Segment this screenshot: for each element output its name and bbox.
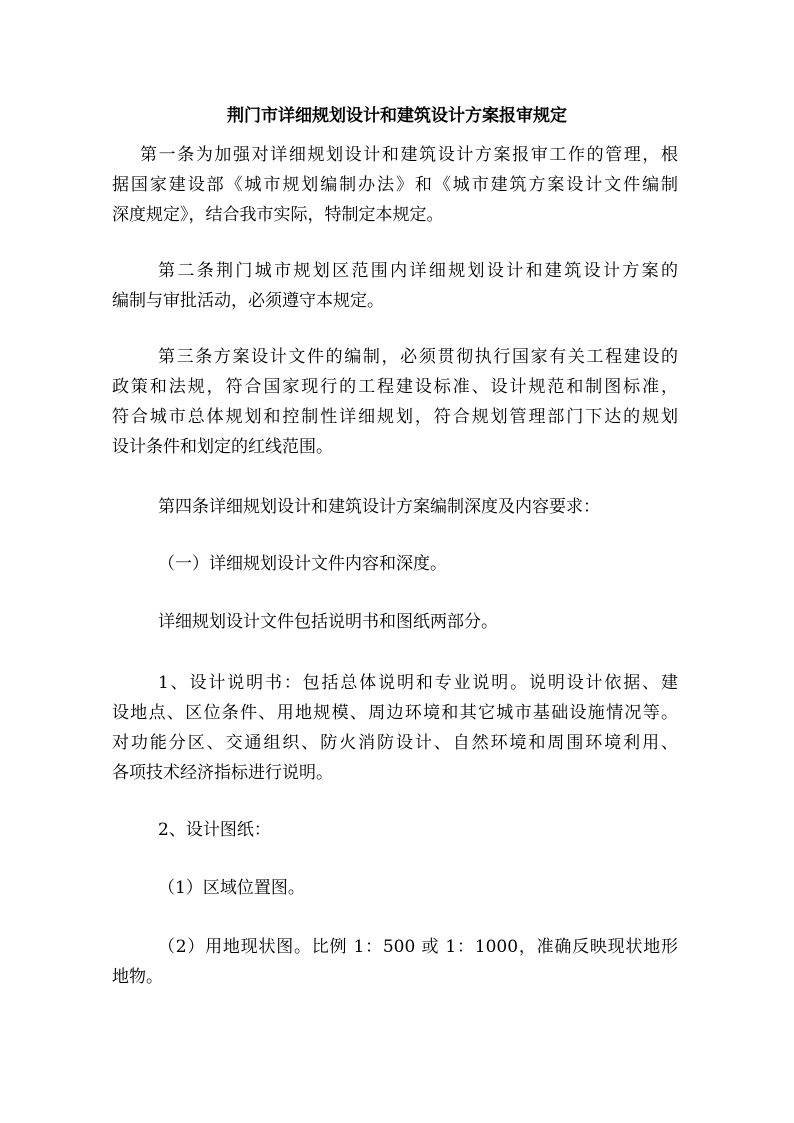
article-3: [112, 342, 678, 462]
paragraph-line: 2、设计图纸：: [158, 820, 271, 840]
paragraph-line: 地物。: [112, 967, 163, 987]
paragraph-line: 1、设计说明书：包括总体说明和专业说明。说明设计依据、建: [158, 673, 678, 693]
paragraph-line: 深度规定》，结合我市实际，特制定本规定。: [112, 205, 444, 225]
document-title: 荆门市详细规划设计和建筑设计方案报审规定: [227, 106, 567, 126]
paragraph-line: 据国家建设部《城市规划编制办法》和《城市建筑方案设计文件编制: [112, 175, 678, 195]
paragraph-line: 设计条件和划定的红线范围。: [112, 437, 333, 457]
section-1-heading: [112, 549, 678, 579]
paragraph-line: 符合城市总体规划和控制性详细规划，符合规划管理部门下达的规划: [112, 407, 678, 427]
paragraph-line: 第二条荆门城市规划区范围内详细规划设计和建筑设计方案的: [158, 261, 678, 281]
paragraph-line: 编制与审批活动，必须遵守本规定。: [112, 291, 384, 311]
paragraph-line: （一）详细规划设计文件内容和深度。: [158, 554, 447, 574]
paragraph-line: 对功能分区、交通组织、防火消防设计、自然环境和周围环境利用、: [112, 733, 678, 753]
paragraph-line: 详细规划设计文件包括说明书和图纸两部分。: [158, 612, 498, 632]
paragraph-line: 第四条详细规划设计和建筑设计方案编制深度及内容要求：: [158, 497, 600, 517]
item-2-design-drawings: [112, 815, 678, 845]
article-2: [112, 256, 678, 316]
paragraph-line: （2）用地现状图。比例 1：500 或 1：1000，准确反映现状地形: [158, 937, 678, 957]
paragraph-line: 第一条为加强对详细规划设计和建筑设计方案报审工作的管理，根: [140, 145, 678, 165]
article-1: [112, 140, 678, 230]
section-1-intro: [112, 607, 678, 637]
article-4: [112, 492, 678, 522]
paragraph-line: 设地点、区位条件、用地规模、周边环境和其它城市基础设施情况等。: [112, 703, 678, 723]
sub-item-2: [112, 932, 678, 992]
paragraph-line: （1）区域位置图。: [158, 878, 305, 898]
item-1-design-description: [112, 668, 678, 788]
paragraph-line: 第三条方案设计文件的编制，必须贯彻执行国家有关工程建设的: [158, 347, 678, 367]
paragraph-line: 政策和法规，符合国家现行的工程建设标准、设计规范和制图标准，: [112, 377, 678, 397]
sub-item-1: [112, 873, 678, 903]
paragraph-line: 各项技术经济指标进行说明。: [112, 763, 333, 783]
